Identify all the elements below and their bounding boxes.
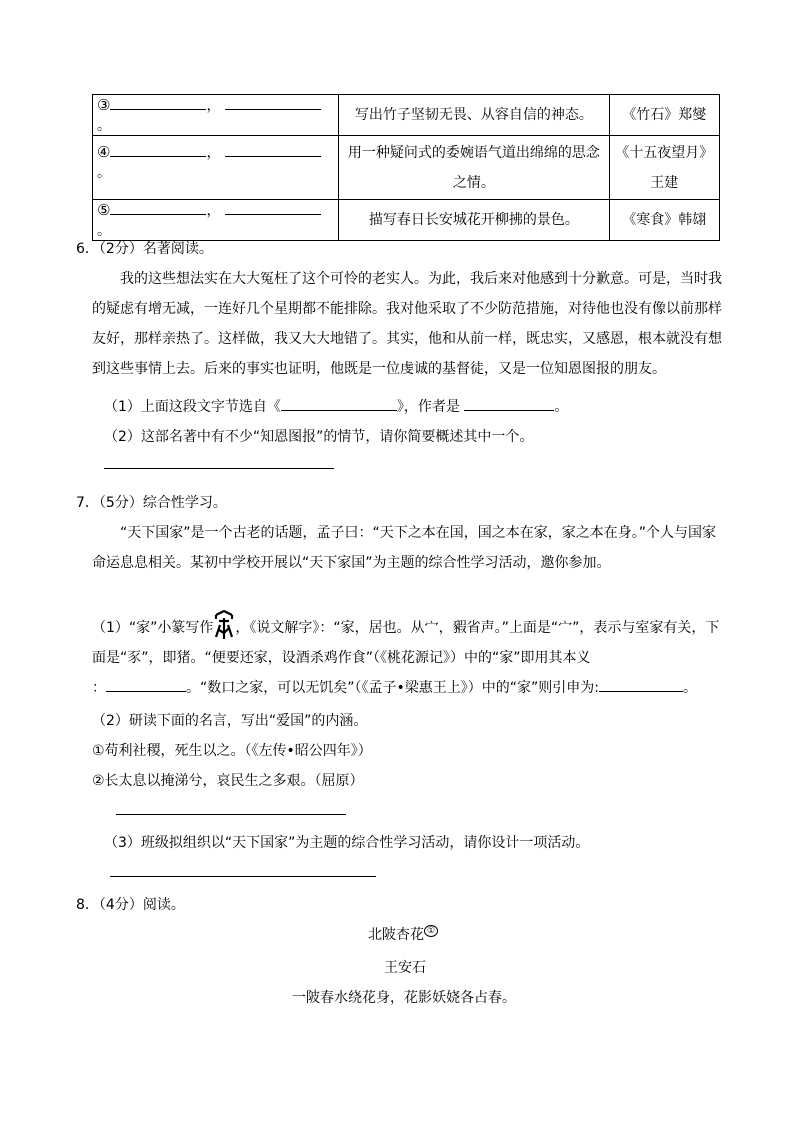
description-cell: 用一种疑问式的委婉语气道出绵绵的思念之情。 <box>339 136 609 200</box>
q7-intro: “天下国家”是一个古老的话题，孟子曰：“天下之本在国，国之本在家，家之本在身。”个人与国家命运息息相关。某初中学校开展以“天下家国”为主题的综合性学习活动，邀你参加。 <box>92 525 717 571</box>
answer-blank[interactable] <box>225 95 321 110</box>
q6-sub1 <box>104 396 568 416</box>
author-blank[interactable] <box>464 396 554 411</box>
answer-blank[interactable] <box>110 142 206 157</box>
q7-quote2: ②长太息以掩涕兮，哀民生之多艰。（屈原） <box>92 773 364 789</box>
q6-passage: 我的这些想法实在大大冤枉了这个可怜的老实人。为此，我后来对他感到十分歉意。可是，当时我的疑虑有增无减，一连好几个星期都不能排除。我对他采取了不少防范措施，对待他也没有像以前那样友好，那样亲热了。这样做，我又大大地错了。其实，他和从前一样，既忠实，又感恩，根本就没有想到这些事情上去。后来的事实也证明，他既是一位虔诚的基督徒，又是一位知恩图报的朋友。 <box>92 271 722 377</box>
q7-sub1-text: （1）“家”小篆写作 <box>92 620 214 636</box>
jia-extended-blank[interactable] <box>599 677 683 692</box>
table-row <box>93 136 720 200</box>
period: 。 <box>97 118 111 134</box>
q8-header: 8．（4分）阅读。 <box>76 897 185 913</box>
q7-sub1-text: 。 <box>683 680 697 696</box>
answer-cell <box>93 95 339 136</box>
q7-sub2: （2）研读下面的名言，写出“爱国”的内涵。 <box>92 713 368 729</box>
poem-title <box>368 924 438 944</box>
q7-sub2-answer-line[interactable] <box>116 798 346 815</box>
comma: ， <box>206 145 221 161</box>
row-number: ④ <box>97 143 111 161</box>
q7-sub1-text: 。“数口之家，可以无饥矣”（《孟子•梁惠王上》）中的“家”则引申为: <box>186 680 599 696</box>
comma: ， <box>206 203 221 219</box>
row-number: ⑤ <box>97 201 111 219</box>
poem-author: 王安石 <box>384 960 426 976</box>
q7-quote1: ①苟利社稷，死生以之。（《左传•昭公四年》） <box>92 743 372 759</box>
q7-sub1-text: ： <box>92 680 106 696</box>
answer-blank[interactable] <box>225 200 321 215</box>
verse-table <box>92 94 720 241</box>
q6-sub1-text: 》，作者是 <box>396 399 460 415</box>
period: 。 <box>97 165 111 181</box>
poem-line: 一陂春水绕花身，花影妖娆各占春。 <box>292 990 516 1006</box>
q6-sub1-text: （1）上面这段文字节选自《 <box>104 399 281 415</box>
q6-answer-line[interactable] <box>104 452 334 469</box>
answer-blank[interactable] <box>110 95 206 110</box>
period: 。 <box>97 223 111 239</box>
row-number: ③ <box>97 96 111 114</box>
q7-sub3-answer-line[interactable] <box>110 860 376 877</box>
table-row <box>93 95 720 136</box>
book-title-blank[interactable] <box>281 396 397 411</box>
description-cell: 描写春日长安城花开柳拂的景色。 <box>339 200 609 241</box>
source-cell: 《十五夜望月》王建 <box>609 136 719 200</box>
footnote-marker: ① <box>424 925 438 937</box>
answer-blank[interactable] <box>225 142 321 157</box>
q7-sub1-text: ，《说文解字》：“家，居也。从宀，豭省声。”上面是“宀”，表示与室家有关，下面是“豕”，即猪。“便要还家，设酒杀鸡作食”（《桃花源记》）中的“家”即用其本义 <box>92 620 720 666</box>
q7-header: 7．（5分）综合性学习。 <box>76 495 227 511</box>
answer-blank[interactable] <box>110 200 206 215</box>
source-cell: 《竹石》郑燮 <box>609 95 719 136</box>
q6-header: 6．（2分）名著阅读。 <box>76 241 213 257</box>
answer-cell <box>93 136 339 200</box>
jia-meaning-blank[interactable] <box>106 677 186 692</box>
q6-sub2: （2）这部名著中有不少“知恩图报”的情节，请你简要概述其中一个。 <box>104 429 534 445</box>
q7-sub1 <box>92 610 722 703</box>
q7-sub3: （3）班级拟组织以“天下国家”为主题的综合性学习活动，请你设计一项活动。 <box>104 835 590 851</box>
description-cell: 写出竹子坚韧无畏、从容自信的神态。 <box>339 95 609 136</box>
comma: ， <box>206 98 221 114</box>
q6-sub1-text: 。 <box>554 399 569 415</box>
poem-title-text: 北陂杏花 <box>368 927 424 943</box>
source-cell: 《寒食》韩翃 <box>609 200 719 241</box>
table-row <box>93 200 720 241</box>
answer-cell <box>93 200 339 241</box>
seal-script-jia-icon <box>213 610 235 640</box>
